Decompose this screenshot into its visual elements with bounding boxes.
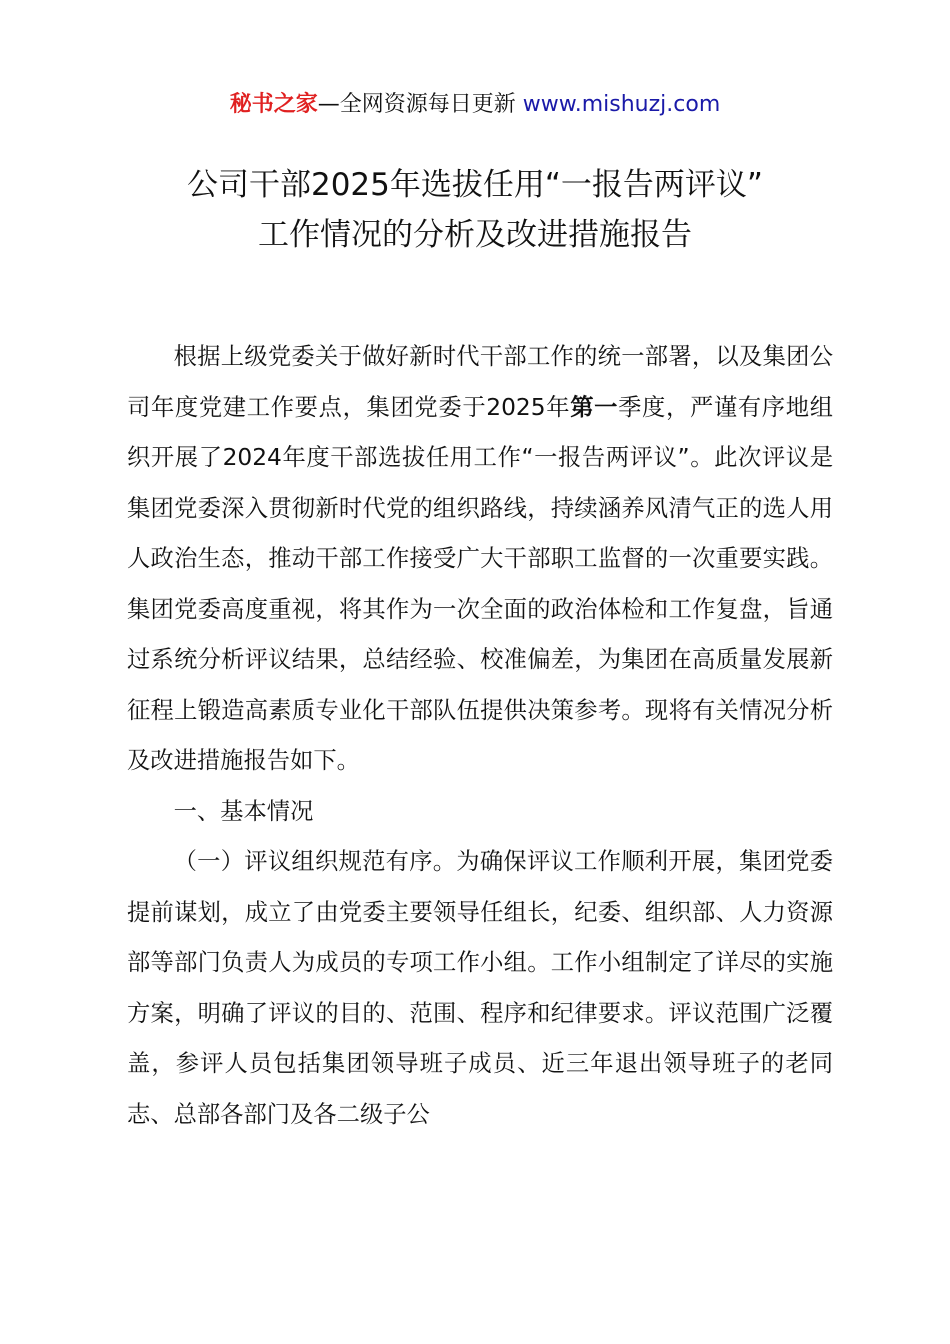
brand-name: 秘书之家 [229,92,318,117]
intro-bold-text: 第一 [570,393,619,421]
header-tagline: —全网资源每日更新 [317,92,516,117]
document-title [0,160,950,260]
section-paragraph: （一）评议组织规范有序。为确保评议工作顺利开展，集团党委提前谋划，成立了由党委主要领导任组长，纪委、组织部、人力资源部等部门负责人为成员的专项工作小组。工作小组制定了详尽的实施方案，明确了评议的目的、范围、程序和纪律要求。评议范围广泛覆盖，参评人员包括集团领导班子成员、近三年退出领导班子的老同志、总部各部门及各二级子公 [127,848,833,1128]
intro-text-part1: 根据上级党委关于做好新时代干部工作的统一部署，以及集团公司年度党建工作要点，集团党委于2025年 [127,343,833,421]
intro-paragraph [127,332,833,787]
site-header [0,88,950,122]
title-line-2: 工作情况的分析及改进措施报告 [258,217,692,253]
intro-text-part2: 季度，严谨有序地组织开展了2024年度干部选拔任用工作“一报告两评议”。此次评议是集团党委深入贯彻新时代党的组织路线，持续涵养风清气正的选人用人政治生态，推动干部工作接受广大干部职工监督的一次重要实践。集团党委高度重视，将其作为一次全面的政治体检和工作复盘，旨通过系统分析评议结果，总结经验、校准偏差，为集团在高质量发展新征程上锻造高素质专业化干部队伍提供决策参考。现将有关情况分析及改进措施报告如下。 [127,393,834,774]
section-heading: 一、基本情况 [173,797,314,825]
document-body [127,332,833,1140]
title-line-1: 公司干部2025年选拔任用“一报告两评议” [186,167,763,203]
site-url-link[interactable]: www.mishuzj.com [522,92,721,117]
